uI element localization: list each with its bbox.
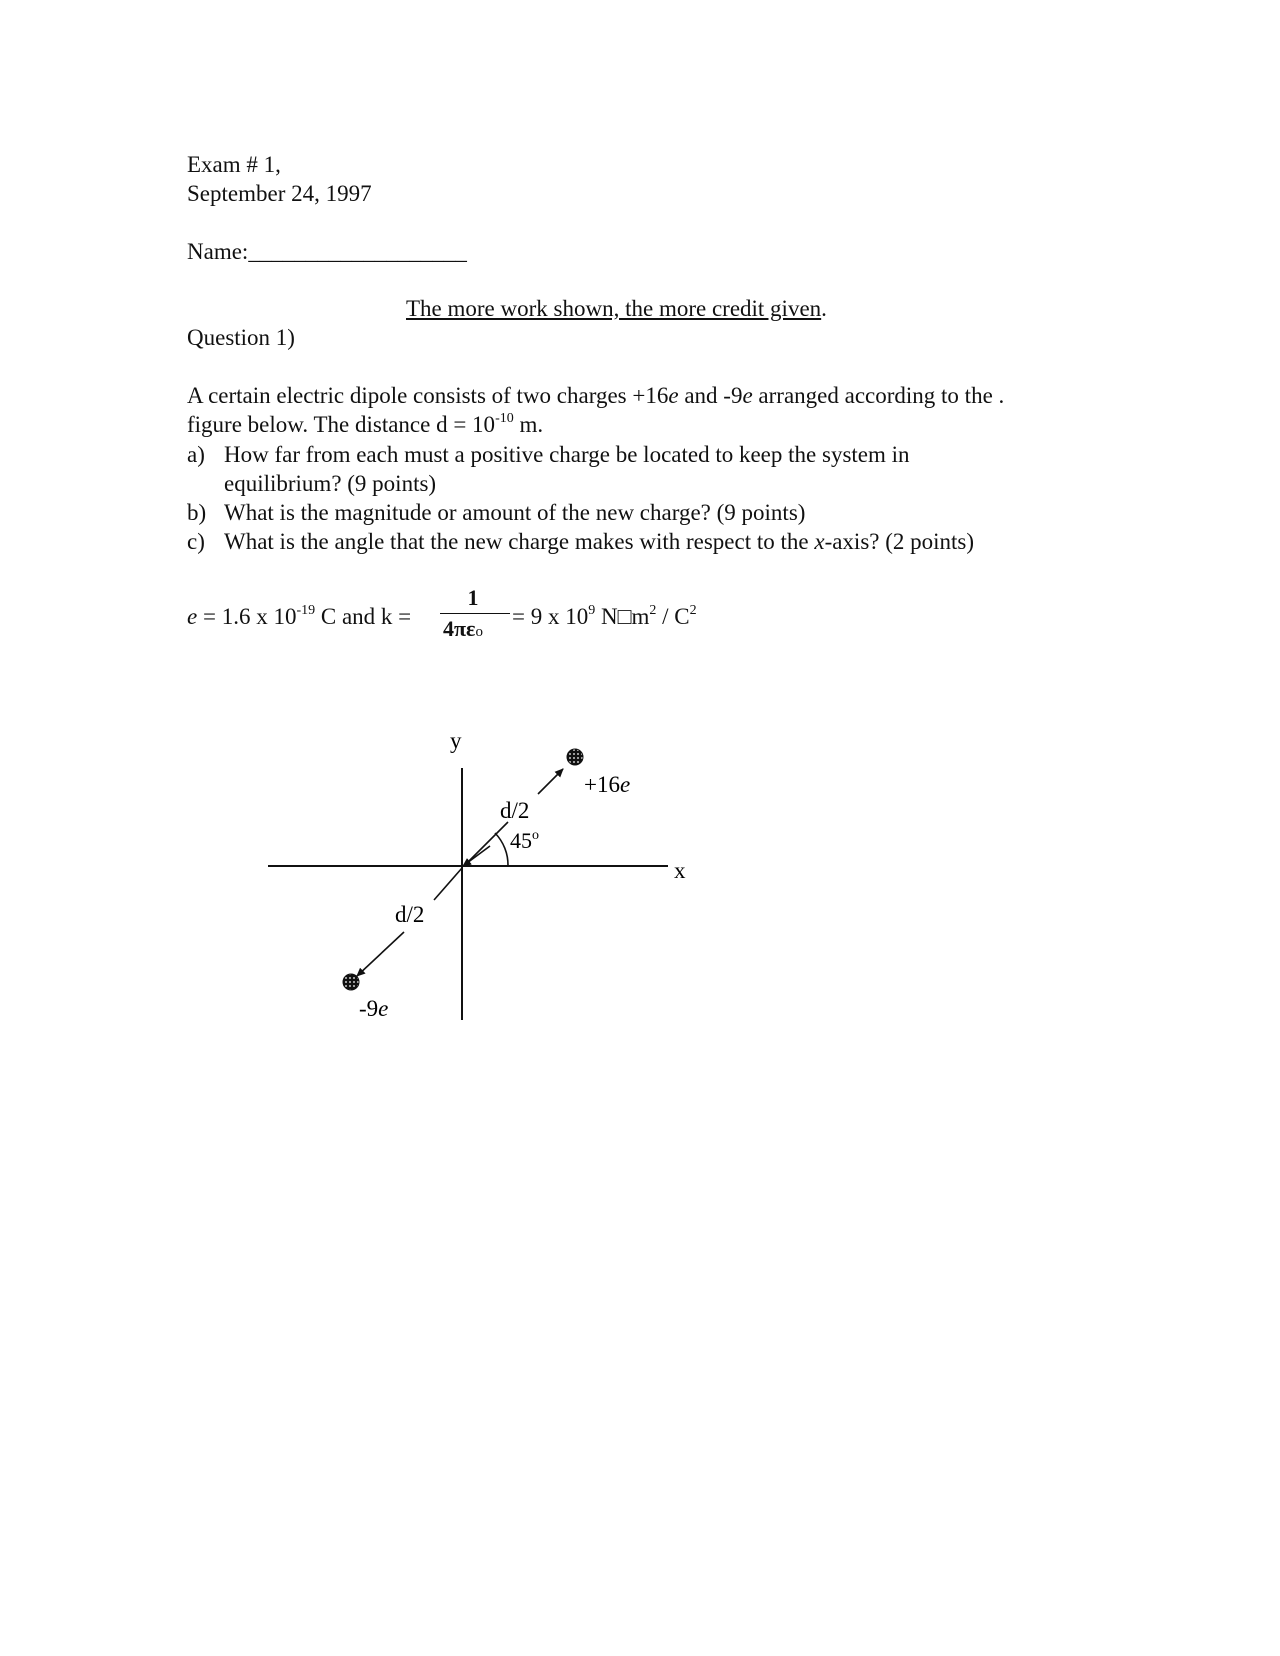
exam-date: September 24, 1997	[187, 181, 372, 206]
part-b-text: What is the magnitude or amount of the new charge? (9 points)	[224, 500, 806, 525]
x-axis-label: x	[674, 858, 686, 883]
d-half-arrow-upper-back	[463, 846, 490, 866]
question-intro-line-2: figure below. The distance $d = 10^{-10}$ m.	[187, 411, 544, 437]
part-c-text: What is the angle that the new charge makes with respect to the x-axis? (2 points)	[224, 529, 975, 554]
d-half-arrow-lower-inner	[434, 868, 462, 900]
credit-notice: The more work shown, the more credit given.	[406, 296, 827, 321]
question-title: Question 1)	[187, 325, 295, 350]
credit-notice-text: The more work shown, the more credit given	[406, 296, 822, 321]
negative-charge-dot	[343, 974, 359, 990]
part-c-label: c)	[187, 529, 205, 554]
part-a-label: a)	[187, 442, 205, 467]
d-half-label-lower: d/2	[395, 902, 425, 927]
d-half-arrow-lower-outer	[357, 932, 404, 976]
positive-charge-label: +16e	[584, 772, 631, 797]
constant-e: e = 1.6 x $10^{-19}$ C and k =	[187, 603, 412, 629]
name-label: Name:	[187, 239, 249, 264]
part-b-label: b)	[187, 500, 207, 525]
fraction-denominator: 4πεo	[443, 616, 483, 641]
question-intro-line-1: A certain electric dipole consists of two charges +16e and -9e arranged according to the .	[187, 383, 1005, 408]
angle-arc	[495, 833, 508, 866]
constant-k: = 9 x $10^9$ $N□m^2 / C^2$	[512, 603, 697, 629]
part-a-line-1: How far from each must a positive charge be located to keep the system in	[224, 442, 910, 467]
positive-charge-dot	[567, 749, 583, 765]
name-blank: ___________________	[248, 239, 467, 264]
d-half-label-upper: d/2	[500, 798, 530, 823]
y-axis-label: y	[450, 728, 462, 753]
angle-label: 45$^o$	[510, 828, 539, 853]
part-a-line-2: equilibrium? (9 points)	[224, 471, 437, 496]
d-half-arrow-upper-outer	[538, 769, 563, 794]
exam-number: Exam # 1,	[187, 152, 281, 177]
fraction-numerator: 1	[467, 585, 479, 610]
negative-charge-label: -9e	[359, 996, 389, 1021]
